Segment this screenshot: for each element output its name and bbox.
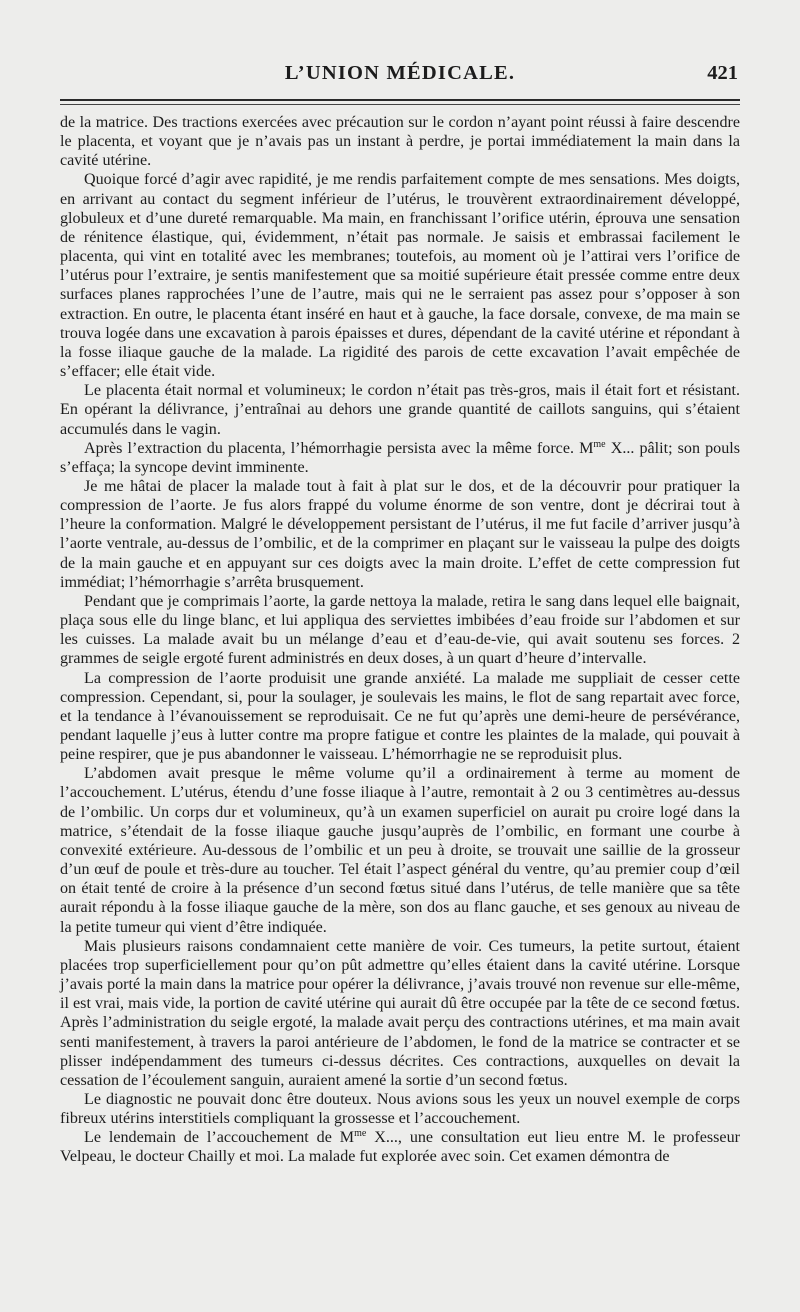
paragraph-11-superscript: me xyxy=(354,1128,367,1140)
paragraph-4-text-b: X... pâlit; son pouls s’effaça; la syncope devint imminente. xyxy=(60,439,740,476)
paragraph-2: Quoique forcé d’agir avec rapidité, je me rendis parfaitement compte de mes sensations. Mes doigts, en arrivant au contact du segment inférieur de l’utérus, le trouvèrent extraordinairement développé, globuleux et d’une dureté remarquable. Ma main, en franchissant l’orifice utérin, éprouva une sensation de rénitence élastique, qui, évidemment, n’était pas normale. Je saisis et embrassai facilement le placenta, qui vint en totalité avec les membranes; toutefois, au moment où je l’attirai vers l’orifice de l’utérus pour l’extraire, je sentis manifestement que sa moitié supérieure était pressée comme entre deux surfaces planes rapprochées l’une de l’autre, mais qui ne le serraient pas assez pour s’opposer à son extraction. En outre, le placenta étant inséré en haut et à gauche, la face dorsale, convexe, de ma main se trouva logée dans une excavation à parois épaisses et dures, dépendant de la cavité utérine et répondant à la fosse iliaque gauche de la malade. La rigidité des parois de cette excavation l’avait empêchée de s’effacer; elle était vide. xyxy=(60,171,740,381)
article-body xyxy=(60,113,740,1167)
page-number: 421 xyxy=(707,62,738,84)
paragraph-5: Je me hâtai de placer la malade tout à fait à plat sur le dos, et de la découvrir pour pratiquer la compression de l’aorte. Je fus alors frappé du volume énorme de son ventre, dont je décrirai tout à l’heure la conformation. Malgré le développement persistant de l’utérus, il me fut facile d’arriver jusqu’à l’aorte ventrale, au-dessus de l’ombilic, et de la comprimer en plaçant sur le vaisseau la pulpe des doigts de la main gauche et en appuyant sur ces doigts avec la main droite. L’effet de cette compression fut immédiat; l’hémorrhagie s’arrêta brusquement. xyxy=(60,477,740,591)
paragraph-8: L’abdomen avait presque le même volume qu’il a ordinairement à terme au moment de l’accouchement. L’utérus, étendu d’une fosse iliaque à l’autre, remontait à 2 ou 3 centimètres au-dessus de l’ombilic. Un corps dur et volumineux, qu’à un examen superficiel on aurait pu croire logé dans la matrice, s’étendait de la fosse iliaque gauche jusqu’auprès de l’ombilic, en formant une courbe à convexité extérieure. Au-dessous de l’ombilic et un peu à droite, se trouvait une saillie de la grosseur d’un œuf de poule et très-dure au toucher. Tel était l’aspect général du ventre, qu’au premier coup d’œil on était tenté de croire à la présence d’un second fœtus situé dans l’utérus, de telle manière que sa tête aurait répondu à la fosse iliaque gauche de la mère, son dos au flanc gauche, et ses genoux au niveau de la petite tumeur qui vient d’être indiquée. xyxy=(60,765,740,936)
paragraph-10: Le diagnostic ne pouvait donc être douteux. Nous avions sous les yeux un nouvel exemple de corps fibreux utérins interstitiels compliquant la grossesse et l’accouchement. xyxy=(60,1090,740,1128)
header-rule-thin xyxy=(60,104,740,105)
journal-title: L’UNION MÉDICALE. xyxy=(284,62,516,84)
paragraph-4 xyxy=(60,439,740,477)
paragraph-7: La compression de l’aorte produisit une grande anxiété. La malade me suppliait de cesser cette compression. Cependant, si, pour la soulager, je soulevais les mains, le flot de sang repartait avec force, et la tendance à l’évanouissement se reproduisait. Ce ne fut qu’après une demi-heure de persévérance, pendant laquelle j’eus à lutter contre ma propre fatigue et contre les plaintes de la malade, qui pouvait à peine respirer, que je pus abandonner le vaisseau. L’hémorrhagie ne se reproduisit plus. xyxy=(60,669,740,764)
paragraph-11-text-b: X..., une consultation eut lieu entre M. le professeur Velpeau, le docteur Chailly et moi. La malade fut explorée avec soin. Cet examen démontra de xyxy=(60,1129,740,1166)
paragraph-6: Pendant que je comprimais l’aorte, la garde nettoya la malade, retira le sang dans lequel elle baignait, plaça sous elle du linge blanc, et lui appliqua des serviettes imbibées d’eau froide sur l’abdomen et sur les cuisses. La malade avait bu un mélange d’eau et d’eau-de-vie, qui avait soutenu ses forces. 2 grammes de seigle ergoté furent administrés en deux doses, à un quart d’heure d’intervalle. xyxy=(60,592,740,668)
paragraph-3: Le placenta était normal et volumineux; le cordon n’était pas très-gros, mais il était fort et résistant. En opérant la délivrance, j’entraînai au dehors une grande quantité de caillots sanguins, qui s’étaient accumulés dans le vagin. xyxy=(60,382,740,438)
paragraph-11-text-a: Le lendemain de l’accouchement de M xyxy=(84,1129,355,1147)
running-header xyxy=(60,60,740,90)
header-rule xyxy=(60,99,740,101)
paragraph-11 xyxy=(60,1128,740,1166)
paragraph-4-superscript: me xyxy=(593,438,606,450)
paragraph-9: Mais plusieurs raisons condamnaient cette manière de voir. Ces tumeurs, la petite surtout, étaient placées trop superficiellement pour qu’on pût admettre qu’elles étaient dans la cavité utérine. Lorsque j’avais porté la main dans la matrice pour opérer la délivrance, j’avais trouvé non revenue sur elle-même, il est vrai, mais vide, la portion de cavité utérine qui aurait dû être occupée par la tête de ce second fœtus. Après l’administration du seigle ergoté, la malade avait perçu des contractions utérines, et ma main avait senti manifestement, à travers la paroi antérieure de l’abdomen, le fond de la matrice se contracter et se plisser indépendamment des tumeurs ci-dessus décrites. Ces contractions, auxquelles on devait la cessation de l’écoulement sanguin, auraient amené la sortie d’un second fœtus. xyxy=(60,937,740,1089)
paragraph-4-text-a: Après l’extraction du placenta, l’hémorrhagie persista avec la même force. M xyxy=(84,439,594,457)
paragraph-1: de la matrice. Des tractions exercées avec précaution sur le cordon n’ayant point réussi à faire descendre le placenta, et voyant que je n’avais pas un instant à perdre, je portai immédiatement la main dans la cavité utérine. xyxy=(60,114,740,170)
